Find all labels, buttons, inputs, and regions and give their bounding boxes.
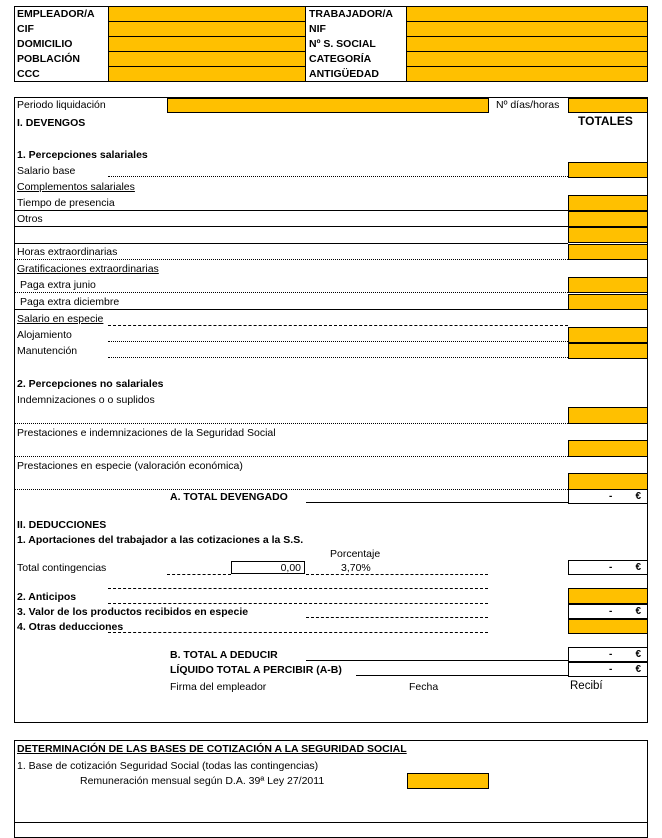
- field-dias-horas[interactable]: [568, 98, 648, 113]
- field-antiguedad[interactable]: [406, 66, 648, 82]
- value-total-contingencias: [568, 560, 648, 575]
- field-prestaciones-ss[interactable]: [568, 440, 648, 457]
- label-firma: Firma del empleador: [170, 681, 267, 693]
- label-otros: Otros: [17, 213, 43, 225]
- line-contingencias-a: [167, 574, 231, 575]
- valor-productos-currency: €: [635, 606, 641, 617]
- label-poblacion: POBLACIÓN: [17, 53, 80, 65]
- label-domicilio: DOMICILIO: [17, 38, 73, 50]
- deducciones-title: II. DEDUCCIONES: [17, 519, 107, 531]
- label-ccc: CCC: [17, 68, 40, 80]
- field-paga-diciembre[interactable]: [568, 294, 648, 310]
- label-trabajador: TRABAJADOR/A: [309, 8, 393, 20]
- line-prestaciones-ss: [14, 456, 568, 457]
- label-categoria: CATEGORÍA: [309, 53, 372, 65]
- field-nif[interactable]: [406, 21, 648, 37]
- field-horas-extra[interactable]: [568, 244, 648, 260]
- label-recibi: Recibí: [570, 680, 603, 692]
- line-alojamiento: [108, 341, 568, 342]
- field-prestaciones-especie[interactable]: [568, 473, 648, 490]
- label-periodo: Periodo liquidación: [17, 99, 106, 111]
- total-deducir-currency: €: [635, 649, 641, 660]
- label-fecha: Fecha: [409, 681, 439, 693]
- line-contingencias-b: [306, 574, 488, 575]
- totales-label: TOTALES: [578, 114, 633, 128]
- label-antiguedad: ANTIGÜEDAD: [309, 68, 379, 80]
- field-nss[interactable]: [406, 36, 648, 52]
- bases-title: DETERMINACIÓN DE LAS BASES DE COTIZACIÓN A LA SEGURIDAD SOCIAL: [17, 743, 407, 755]
- label-prestaciones-especie: Prestaciones en especie (valoración económica): [17, 460, 243, 472]
- field-cif[interactable]: [108, 21, 306, 37]
- label-nss: Nº S. SOCIAL: [309, 38, 376, 50]
- field-ccc[interactable]: [108, 66, 306, 82]
- field-remuneracion[interactable]: [407, 773, 489, 789]
- label-prestaciones-ss: Prestaciones e indemnizaciones de la Seguridad Social: [17, 427, 276, 439]
- salariales-title: 1. Percepciones salariales: [17, 149, 148, 161]
- label-salario-especie: Salario en especie: [17, 313, 104, 325]
- field-empleador[interactable]: [108, 6, 306, 22]
- label-manutencion: Manutención: [17, 345, 78, 357]
- line-prestaciones-especie: [14, 489, 568, 490]
- line-horas-extra: [14, 259, 568, 260]
- label-complementos: Complementos salariales: [17, 181, 135, 193]
- line-tiempo-presencia: [14, 210, 568, 211]
- field-domicilio[interactable]: [108, 36, 306, 52]
- value-contingencias-base: 0,00: [231, 561, 305, 574]
- value-contingencias-pct: 3,70%: [341, 562, 371, 574]
- field-manutencion[interactable]: [568, 343, 648, 359]
- field-salario-base[interactable]: [568, 162, 648, 178]
- devengos-title: I. DEVENGOS: [17, 117, 86, 129]
- label-otras-deducciones: 4. Otras deducciones: [17, 621, 124, 633]
- total-devengado-amount: -: [609, 491, 613, 502]
- line-indemnizaciones: [14, 423, 568, 424]
- label-anticipos: 2. Anticipos: [17, 591, 77, 603]
- line-valor-productos: [306, 617, 488, 618]
- line-manutencion: [108, 357, 568, 358]
- label-cif: CIF: [17, 23, 34, 35]
- label-dias-horas: Nº días/horas: [496, 99, 560, 111]
- line-salario-especie: [108, 325, 568, 326]
- field-trabajador[interactable]: [406, 6, 648, 22]
- field-otras-deducciones[interactable]: [568, 619, 648, 634]
- line-blank: [14, 243, 568, 244]
- liquido-currency: €: [635, 664, 641, 675]
- bases-inner-line: [14, 822, 648, 823]
- valor-productos-amount: -: [609, 606, 613, 617]
- line-anticipos: [108, 603, 488, 604]
- label-horas-extra: Horas extraordinarias: [17, 246, 118, 258]
- line-salario-base: [108, 176, 568, 177]
- label-salario-base: Salario base: [17, 165, 76, 177]
- field-alojamiento[interactable]: [568, 327, 648, 343]
- line-paga-junio: [14, 292, 568, 293]
- label-nif: NIF: [309, 23, 326, 35]
- field-categoria[interactable]: [406, 51, 648, 67]
- line-otras-deducciones: [108, 632, 488, 633]
- aportaciones-title: 1. Aportaciones del trabajador a las cotizaciones a la S.S.: [17, 534, 304, 546]
- label-remuneracion: Remuneración mensual según D.A. 39ª Ley 27/2011: [80, 775, 325, 787]
- label-paga-junio: Paga extra junio: [20, 279, 96, 291]
- label-valor-productos: 3. Valor de los productos recibidos en especie: [17, 606, 249, 618]
- total-deducir-amount: -: [609, 649, 613, 660]
- value-liquido: [568, 662, 648, 677]
- label-tiempo-presencia: Tiempo de presencia: [17, 197, 115, 209]
- line-paga-diciembre: [14, 309, 568, 310]
- label-gratificaciones: Gratificaciones extraordinarias: [17, 263, 159, 275]
- total-devengado-currency: €: [635, 491, 641, 502]
- line-total-devengado: [306, 502, 568, 503]
- label-liquido: LÍQUIDO TOTAL A PERCIBIR (A-B): [170, 664, 342, 676]
- field-anticipos[interactable]: [568, 588, 648, 604]
- contingencias-currency: €: [635, 562, 641, 573]
- value-total-deducir: [568, 647, 648, 662]
- contingencias-amount: -: [609, 562, 613, 573]
- no-salariales-title: 2. Percepciones no salariales: [17, 378, 164, 390]
- liquido-amount: -: [609, 664, 613, 675]
- line-deduc-1: [108, 588, 488, 589]
- field-poblacion[interactable]: [108, 51, 306, 67]
- label-alojamiento: Alojamiento: [17, 329, 72, 341]
- label-base-cotizacion: 1. Base de cotización Seguridad Social (todas las contingencias): [17, 760, 319, 772]
- label-total-deducir: B. TOTAL A DEDUCIR: [170, 649, 278, 661]
- field-periodo[interactable]: [167, 98, 489, 113]
- field-otros[interactable]: [568, 211, 648, 227]
- label-paga-diciembre: Paga extra diciembre: [20, 296, 120, 308]
- label-porcentaje: Porcentaje: [330, 548, 381, 560]
- label-indemnizaciones: Indemnizaciones o o suplidos: [17, 394, 155, 406]
- label-total-contingencias: Total contingencias: [17, 562, 107, 574]
- line-liquido: [356, 675, 568, 676]
- line-total-deducir: [306, 660, 568, 661]
- field-indemnizaciones[interactable]: [568, 407, 648, 424]
- label-total-devengado: A. TOTAL DEVENGADO: [170, 491, 288, 503]
- line-otros: [14, 226, 568, 227]
- value-valor-productos: [568, 604, 648, 619]
- field-blank[interactable]: [568, 227, 648, 243]
- value-total-devengado: [568, 489, 648, 504]
- label-empleador: EMPLEADOR/A: [17, 8, 95, 20]
- field-paga-junio[interactable]: [568, 277, 648, 293]
- field-tiempo-presencia[interactable]: [568, 195, 648, 211]
